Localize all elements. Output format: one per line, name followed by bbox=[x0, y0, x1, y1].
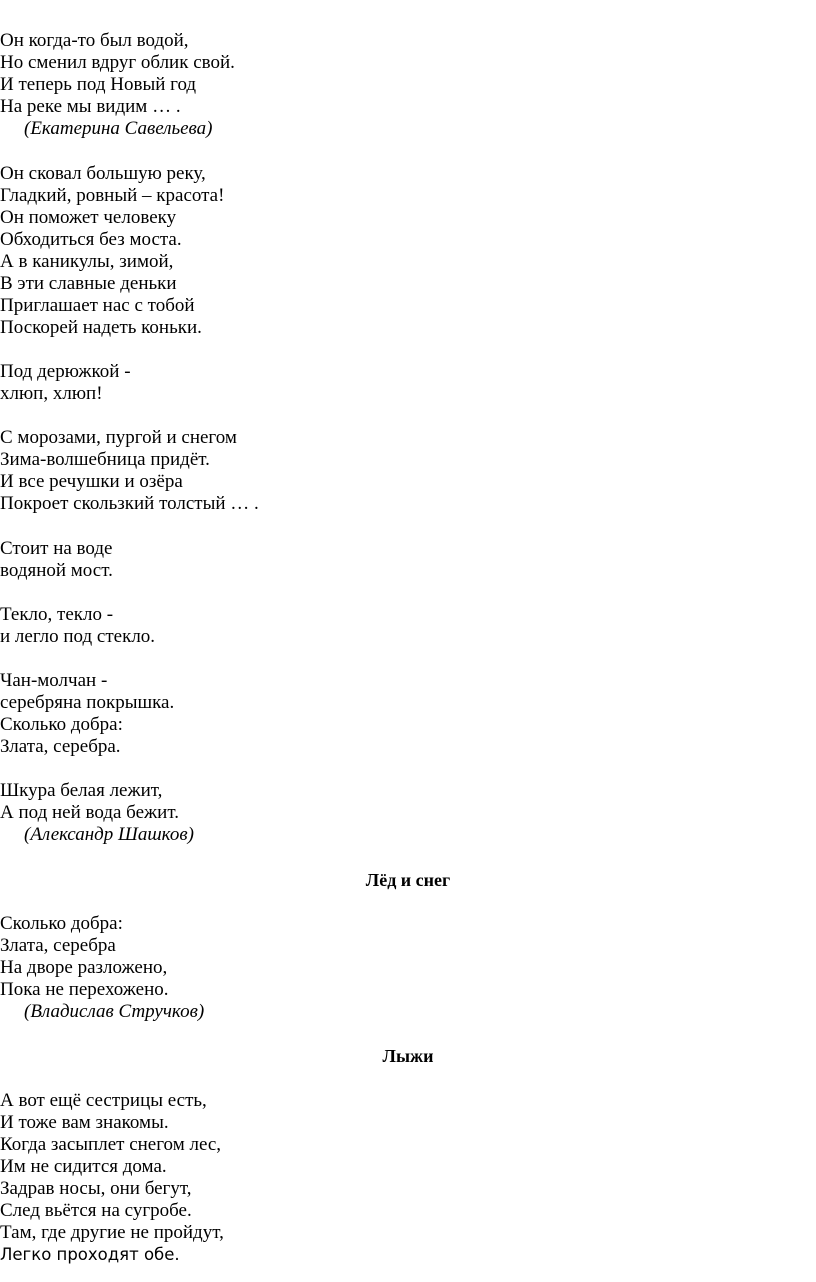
riddle-line: Злата, серебра. bbox=[0, 736, 121, 757]
poem-line: А в каникулы, зимой, bbox=[0, 251, 174, 272]
poem-line: Он когда-то был водой, bbox=[0, 30, 189, 51]
riddle-line: А под ней вода бежит. bbox=[0, 802, 179, 823]
riddle-line: Текло, текло - bbox=[0, 604, 114, 625]
riddle-line: Стоит на воде bbox=[0, 538, 113, 559]
poem-line: На дворе разложено, bbox=[0, 957, 168, 978]
poem-line: На реке мы видим … . bbox=[0, 96, 181, 117]
poem-line: Легко проходят обе. bbox=[0, 1245, 180, 1264]
riddle-line: хлюп, хлюп! bbox=[0, 383, 103, 404]
riddle-line: Чан-молчан - bbox=[0, 670, 108, 691]
poem-line: Когда засыплет снегом лес, bbox=[0, 1134, 222, 1155]
poem-line: Пока не перехожено. bbox=[0, 979, 169, 1000]
riddle-line: серебряна покрышка. bbox=[0, 692, 175, 713]
poem-line: Там, где другие не пройдут, bbox=[0, 1222, 224, 1243]
poem-line: И теперь под Новый год bbox=[0, 74, 197, 95]
poem-line: Им не сидится дома. bbox=[0, 1156, 167, 1177]
poem-line: Но сменил вдруг облик свой. bbox=[0, 52, 235, 73]
poem-line: И тоже вам знакомы. bbox=[0, 1112, 169, 1133]
poem-line: Поскорей надеть коньки. bbox=[0, 317, 202, 338]
poem-line: Злата, серебра bbox=[0, 935, 116, 956]
poem-line: Зима-волшебница придёт. bbox=[0, 449, 210, 470]
poem-line: Обходиться без моста. bbox=[0, 229, 182, 250]
riddle-line: Под дерюжкой - bbox=[0, 361, 131, 382]
poem-author: (Владислав Стручков) bbox=[24, 1001, 205, 1022]
poem-line: Сколько добра: bbox=[0, 913, 123, 934]
poem-line: Покроет скользкий толстый … . bbox=[0, 493, 259, 514]
poem-line: Гладкий, ровный – красота! bbox=[0, 185, 225, 206]
poem-line: Приглашает нас с тобой bbox=[0, 295, 195, 316]
poem-author: (Екатерина Савельева) bbox=[24, 118, 213, 139]
poem-line: А вот ещё сестрицы есть, bbox=[0, 1090, 207, 1111]
riddle-line: Шкура белая лежит, bbox=[0, 780, 163, 801]
poem-line: Задрав носы, они бегут, bbox=[0, 1178, 192, 1199]
poem-line: В эти славные деньки bbox=[0, 273, 177, 294]
poem-author: (Александр Шашков) bbox=[24, 824, 194, 845]
section-heading-skis: Лыжи bbox=[382, 1046, 434, 1066]
poem-line: Он поможет человеку bbox=[0, 207, 177, 228]
poem-line: Он сковал большую реку, bbox=[0, 163, 206, 184]
section-heading-ice-snow: Лёд и снег bbox=[365, 870, 451, 890]
poem-line: С морозами, пургой и снегом bbox=[0, 427, 237, 448]
riddle-line: и легло под стекло. bbox=[0, 626, 156, 647]
poem-line: И все речушки и озёра bbox=[0, 471, 183, 492]
riddle-line: водяной мост. bbox=[0, 560, 113, 581]
poem-line: След вьётся на сугробе. bbox=[0, 1200, 192, 1221]
riddle-line: Сколько добра: bbox=[0, 714, 123, 735]
